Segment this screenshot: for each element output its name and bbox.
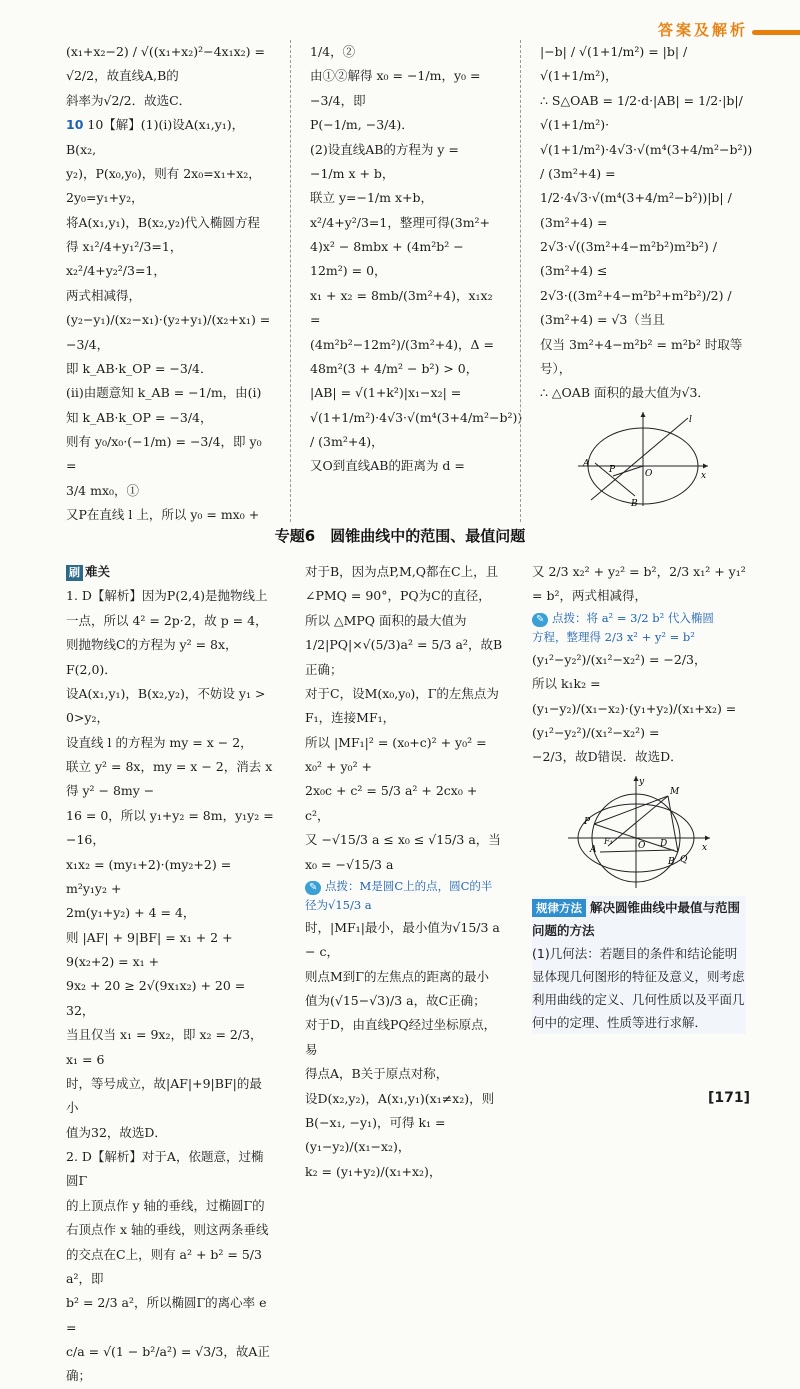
label-x: x bbox=[700, 470, 706, 481]
lower-column-1 bbox=[66, 560, 274, 1384]
text-line: (2)设直线AB的方程为 y = bbox=[310, 141, 459, 157]
text-line: 1/2·4√3·√(m⁴(3+4/m²−b²))|b| / (3m²+4) = bbox=[540, 190, 732, 230]
text-line: (4m²b²−12m²)/(3m²+4)，Δ = 48m²(3 + 4/m² − b²) > 0， bbox=[310, 336, 495, 376]
text-line: 2√3·((3m²+4−m²b²+m²b²)/2) / (3m²+4) = √3（当且 bbox=[540, 287, 732, 328]
text-line: 则有 y₀/x₀·(−1/m) = −3/4，即 y₀ = bbox=[66, 434, 262, 474]
lower-column-3 bbox=[532, 560, 746, 1105]
label-q: Q bbox=[680, 854, 688, 865]
hint-text: 点拨：将 a² = 3/2 b² 代入椭圆 bbox=[552, 610, 714, 625]
segment-op bbox=[613, 466, 643, 476]
text-line bbox=[66, 113, 274, 162]
method-heading bbox=[532, 896, 746, 942]
text-line: 设A(x₁,y₁)，B(x₂,y₂)，不妨设 y₁ > bbox=[66, 685, 266, 701]
method-body: (1)几何法：若题目的条件和结论能明显体现几何图形的特征及意义，则考虑利用曲线的定义、几何性质以及平面几何中的定理、性质等进行求解． bbox=[532, 945, 745, 1031]
hint-icon: ✎ bbox=[305, 881, 321, 895]
label-x: x bbox=[702, 842, 708, 853]
segment-pm bbox=[594, 796, 668, 824]
text-line: 所以 k₁k₂ = (y₁−y₂)/(x₁−x₂)·(y₁+y₂)/(x₁+x₂) = (y₁²−y₂²)/(x₁²−x₂²) = bbox=[532, 676, 737, 740]
page-number: [171] bbox=[707, 1089, 750, 1106]
text-line: 设D(x₂,y₂)，A(x₁,y₁)(x₁≠x₂)，则 bbox=[305, 1090, 495, 1106]
text-line: 仅当 3m²+4−m²b² = m²b² 时取等号）， bbox=[540, 336, 743, 376]
label-m: M bbox=[670, 786, 680, 797]
text-line: 对于C，设M(x₀,y₀)，Γ的左焦点为 bbox=[305, 685, 499, 701]
label-d: D bbox=[660, 838, 668, 849]
problem-number: 10 bbox=[66, 117, 84, 133]
text-line: 9x₂ + 20 ≥ 2√(9x₁x₂) + 20 = 32， bbox=[66, 978, 246, 1018]
text-line: ∴ S△OAB = 1/2·d·|AB| = 1/2·|b|/√(1+1/m²)· bbox=[540, 92, 743, 133]
hint-note bbox=[532, 609, 746, 629]
text-line: 对于D，由直线PQ经过坐标原点，易 bbox=[305, 1017, 497, 1057]
text-line: 0>y₂， bbox=[66, 710, 109, 726]
ellipse-circle-diagram bbox=[564, 772, 714, 890]
text-line: 由①②解得 x₀ = −1/m，y₀ = −3/4，即 bbox=[310, 68, 481, 108]
line-l bbox=[591, 418, 688, 500]
x-axis-arrow bbox=[703, 463, 708, 468]
label-o: O bbox=[644, 468, 652, 479]
hint-note bbox=[305, 877, 503, 916]
text-line: 2√3·√((3m²+4−m²b²)m²b²) / (3m²+4) ≤ bbox=[540, 239, 717, 279]
method-box bbox=[532, 896, 746, 1035]
header-title: 答案及解析 bbox=[657, 21, 748, 40]
label-p: P bbox=[608, 464, 615, 475]
method-title: 解决圆锥曲线中最值与范围问题的方法 bbox=[532, 899, 740, 938]
text-line: 的上顶点作 y 轴的垂线，过椭圆Γ的 bbox=[66, 1197, 265, 1213]
text-line: 知 k_AB·k_OP = −3/4， bbox=[66, 409, 213, 425]
text-line: ∠PMQ = 90°，PQ为C的直径， bbox=[305, 588, 491, 604]
text-line: 所以 |MF₁|² = (x₀+c)² + y₀² = x₀² + y₀² + bbox=[305, 734, 487, 774]
text-line: ∴ △OAB 面积的最大值为√3． bbox=[540, 385, 710, 401]
text-span: 10【解】(1)(i)设A(x₁,y₁)，B(x₂, bbox=[66, 117, 245, 157]
upper-column-1 bbox=[66, 40, 274, 523]
text-line: 4)x² − 8mbx + (4m²b² − 12m²) = 0， bbox=[310, 239, 464, 279]
text-line: 即 k_AB·k_OP = −3/4． bbox=[66, 360, 213, 376]
label-b: B bbox=[668, 856, 675, 867]
y-axis-arrow bbox=[640, 412, 645, 417]
lower-column-2 bbox=[305, 560, 503, 1179]
text-line: 2m(y₁+y₂) + 4 = 4， bbox=[66, 905, 196, 921]
text-line: 16 = 0，所以 y₁+y₂ = 8m，y₁y₂ = −16， bbox=[66, 807, 274, 848]
hint-note-continued: 方程，整理得 2/3 x² + y² = b² bbox=[532, 630, 695, 645]
upper-column-2 bbox=[310, 40, 523, 520]
text-line: 又 −√15/3 a ≤ x₀ ≤ √15/3 a，当 x₀ = −√15/3 a bbox=[305, 832, 501, 872]
text-line: 值为32，故选D． bbox=[66, 1124, 167, 1140]
column-divider bbox=[290, 40, 291, 522]
label-o: O bbox=[638, 840, 646, 851]
text-line: 又O到直线AB的距离为 d = bbox=[310, 458, 465, 474]
text-line: 联立 y² = 8x，my = x − 2，消去 x 得 y² − 8my − bbox=[66, 759, 273, 799]
text-line: (y₁²−y₂²)/(x₁²−x₂²) = −2/3， bbox=[532, 651, 707, 667]
segment-mq bbox=[668, 796, 678, 852]
text-line: 时，|MF₁|最小，最小值为√15/3 a − c， bbox=[305, 919, 500, 960]
x-axis-arrow bbox=[705, 835, 710, 840]
text-line: x₁ + x₂ = 8mb/(3m²+4)，x₁x₂ = bbox=[310, 287, 493, 328]
text-line: 两式相减得，(y₂−y₁)/(x₂−x₁)·(y₂+y₁)/(x₂+x₁) = −3/4， bbox=[66, 287, 271, 352]
text-line: 所以 △MPQ 面积的最大值为 bbox=[305, 612, 467, 628]
column-divider bbox=[520, 40, 521, 522]
hint-icon: ✎ bbox=[532, 613, 548, 627]
text-line: 对于B，因为点P,M,Q都在C上，且 bbox=[305, 564, 499, 579]
text-line: 2x₀c + c² = 5/3 a² + 2cx₀ + c²， bbox=[305, 783, 478, 823]
text-line: 则 |AF| + 9|BF| = x₁ + 2 + 9(x₂+2) = x₁ + bbox=[66, 929, 233, 969]
text-line: 2. D【解析】对于A，依题意，过椭圆Γ bbox=[66, 1149, 264, 1189]
text-line: 3/4 mx₀，① bbox=[66, 482, 140, 498]
text-line: k₂ = (y₁+y₂)/(x₁+x₂)， bbox=[305, 1163, 442, 1179]
text-line: 则抛物线C的方程为 y² = 8x，F(2,0)． bbox=[66, 637, 238, 677]
text-line: 得点A，B关于原点对称， bbox=[305, 1066, 449, 1082]
label-l: l bbox=[688, 414, 692, 425]
text-line: 则点M到Γ的左焦点的距离的最小 bbox=[305, 968, 489, 984]
text-line: 右顶点作 x 轴的垂线，则这两条垂线 bbox=[66, 1222, 269, 1238]
header-accent-bar bbox=[752, 30, 800, 35]
text-line: (x₁+x₂−2) / √((x₁+x₂)²−4x₁x₂) = √2/2，故直线A,B的 bbox=[66, 44, 266, 84]
label-a: A bbox=[582, 458, 589, 469]
label-a: A bbox=[590, 844, 597, 855]
text-line: √(1+1/m²)·4√3·√(m⁴(3+4/m²−b²)) / (3m²+4) = bbox=[540, 141, 753, 181]
upper-column-3 bbox=[540, 40, 753, 520]
label-f1: F₁ bbox=[604, 836, 613, 846]
text-line: P(−1/m, −3/4)． bbox=[310, 117, 414, 133]
text-line: 1. D【解析】因为P(2,4)是抛物线上 bbox=[66, 588, 268, 604]
difficulty-tag: 刷 bbox=[66, 565, 83, 581]
text-line: |−b| / √(1+1/m²) = |b| / √(1+1/m²)， bbox=[540, 44, 688, 84]
text-line: 又 2/3 x₂² + y₂² = b²，2/3 x₁² + y₁² = b²，两式相减得， bbox=[532, 564, 746, 604]
difficulty-label: 难关 bbox=[85, 564, 111, 579]
text-line: (ii)由题意知 k_AB = −1/m，由(i) bbox=[66, 385, 262, 401]
text-line: 值为(√15−√3)/3 a，故C正确； bbox=[305, 993, 486, 1009]
text-line: 斜率为√2/2．故选C． bbox=[66, 92, 192, 108]
text-line: 一点，所以 4² = 2p·2，故 p = 4， bbox=[66, 612, 268, 628]
text-line: −2/3，故D错误．故选D． bbox=[532, 749, 683, 765]
text-line: 1/2|PQ|×√(5/3)a² = 5/3 a²，故B正确； bbox=[305, 637, 503, 677]
text-line: 将A(x₁,y₁)，B(x₂,y₂)代入椭圆方程 bbox=[66, 214, 260, 230]
text-line: F₁，连接MF₁， bbox=[305, 710, 396, 726]
text-line: 时，等号成立，故|AF|+9|BF|的最小 bbox=[66, 1075, 262, 1116]
text-line: 当且仅当 x₁ = 9x₂，即 x₂ = 2/3，x₁ = 6 bbox=[66, 1027, 263, 1067]
text-line: 又P在直线 l 上，所以 y₀ = mx₀ + bbox=[66, 507, 260, 523]
hint-text: 点拨：M是圆C上的点，圆C的半径为√15/3 a bbox=[305, 878, 493, 913]
text-line: y₂)，P(x₀,y₀)，则有 2x₀=x₁+x₂，2y₀=y₁+y₂， bbox=[66, 165, 261, 206]
label-p: P bbox=[584, 816, 591, 827]
ellipse-line-diagram bbox=[573, 408, 713, 508]
label-b: B bbox=[630, 498, 638, 509]
difficulty-row bbox=[66, 560, 274, 584]
y-axis-arrow bbox=[634, 776, 639, 781]
text-line: x₁x₂ = (my₁+2)·(my₂+2) = m²y₁y₂ + bbox=[66, 856, 232, 896]
text-line: 1/4，② bbox=[310, 44, 356, 59]
text-line: B(−x₁, −y₁)，可得 k₁ = (y₁−y₂)/(x₁−x₂)， bbox=[305, 1114, 446, 1155]
segment-ad bbox=[600, 850, 674, 852]
text-line: 设直线 l 的方程为 my = x − 2， bbox=[66, 734, 253, 750]
text-line: √(1+1/m²)·4√3·√(m⁴(3+4/m²−b²)) / (3m²+4)， bbox=[310, 409, 523, 449]
text-line: 的交点在C上，则有 a² + b² = 5/3 a²，即 bbox=[66, 1246, 262, 1286]
method-tag: 规律方法 bbox=[532, 899, 586, 917]
text-line: c/a = √(1 − b²/a²) = √3/3，故A正确； bbox=[66, 1344, 270, 1384]
text-line: 得 x₁²/4+y₁²/3=1，x₂²/4+y₂²/3=1， bbox=[66, 239, 183, 279]
text-line: |AB| = √(1+k²)|x₁−x₂| = bbox=[310, 385, 462, 401]
text-line: b² = 2/3 a²，所以椭圆Γ的离心率 e = bbox=[66, 1295, 267, 1335]
label-y: y bbox=[639, 776, 645, 787]
text-line: −1/m x + b， bbox=[310, 165, 395, 181]
text-line: 联立 y=−1/m x+b，x²/4+y²/3=1，整理可得(3m²+ bbox=[310, 190, 491, 230]
section-title: 专题6 圆锥曲线中的范围、最值问题 bbox=[274, 527, 526, 545]
